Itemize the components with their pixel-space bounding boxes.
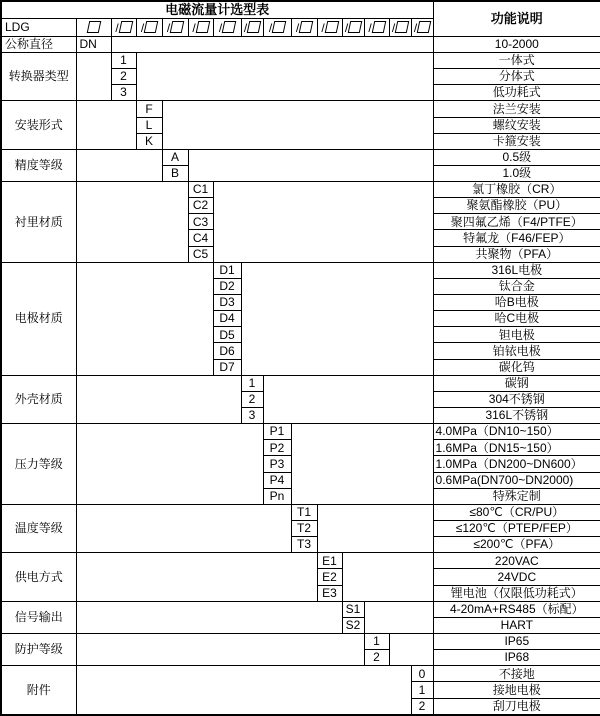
code-cell: 2 [241,391,263,407]
code-cell: P1 [263,424,291,440]
desc-cell: 分体式 [433,69,600,85]
code-cell: 2 [411,698,433,715]
code-cell: C3 [188,214,213,230]
checkbox-glyph [195,21,210,33]
model-slot [291,19,317,36]
code-cell: 0 [411,666,433,682]
code-cell: P4 [263,472,291,488]
right-filler [136,52,433,100]
code-cell: 1 [411,682,433,698]
desc-cell: 哈B电极 [433,295,600,311]
checkbox-glyph [348,21,363,33]
slash-glyph: / [115,20,119,35]
model-slot [213,19,241,36]
code-cell: C4 [188,230,213,246]
slash-glyph: / [268,20,273,35]
desc-cell: IP68 [433,650,600,666]
checkbox-glyph [86,21,101,33]
desc-cell: 碳化钨 [433,359,600,375]
model-slot [364,19,389,36]
model-slot [317,19,342,36]
category-label: 附件 [1,666,76,715]
code-cell: T1 [291,504,317,520]
desc-cell: 0.6MPa(DN700~DN2000) [433,472,600,488]
right-filler [389,634,433,666]
desc-cell: 特氟龙（F46/FEP） [433,230,600,246]
desc-cell: 碳钢 [433,375,600,391]
code-cell: T3 [291,537,317,553]
category-label: 公称直径 [1,36,76,52]
desc-cell: 哈C电极 [433,311,600,327]
code-cell: L [136,117,162,133]
checkbox-glyph [371,21,386,33]
desc-cell: 1.0MPa（DN200~DN600） [433,456,600,472]
category-label: 衬里材质 [1,182,76,263]
right-filler [263,375,433,423]
desc-cell: 低功耗式 [433,85,600,101]
slash-glyph: / [295,20,300,35]
code-cell: D7 [213,359,241,375]
slash-glyph: / [166,20,171,35]
desc-cell: 220VAC [433,553,600,569]
code-cell: D2 [213,278,241,294]
desc-cell: 共聚物（PFA） [433,246,600,262]
right-filler [364,601,433,633]
code-cell: D1 [213,262,241,278]
checkbox-glyph [247,21,262,33]
code-cell: 1 [364,634,389,650]
code-cell: D5 [213,327,241,343]
desc-cell: 10-2000 [433,36,600,52]
code-cell: D6 [213,343,241,359]
category-label: 外壳材质 [1,375,76,423]
right-filler [317,504,433,552]
code-cell: 2 [364,650,389,666]
model-slot [188,19,213,36]
code-cell: P3 [263,456,291,472]
left-filler [76,601,342,633]
code-cell: S1 [342,601,364,617]
category-label: 压力等级 [1,424,76,505]
code-cell: F [136,101,162,117]
slash-glyph: / [321,20,325,35]
code-cell: Pn [263,488,291,504]
model-box-slot [76,19,111,36]
desc-cell: 316L不锈钢 [433,408,600,424]
desc-cell: 螺纹安装 [433,117,600,133]
code-cell: DN [76,36,111,52]
category-label: 温度等级 [1,504,76,552]
left-filler [76,182,188,263]
desc-cell: ≤120℃（PTEP/FEP） [433,521,600,537]
code-cell: 2 [111,69,136,85]
desc-cell: 不接地 [433,666,600,682]
slash-glyph: / [192,20,196,35]
desc-cell: IP65 [433,634,600,650]
category-label: 转换器类型 [1,52,76,100]
right-filler [291,424,433,505]
category-label: 信号输出 [1,601,76,633]
category-label: 精度等级 [1,149,76,181]
desc-cell: 1.6MPa（DN15~150） [433,440,600,456]
desc-cell: 4.0MPa（DN10~150） [433,424,600,440]
category-label: 电极材质 [1,262,76,375]
left-filler [76,504,291,552]
code-cell: B [162,165,188,181]
slash-glyph: / [391,20,396,35]
checkbox-glyph [144,21,159,33]
desc-cell: 聚氨酯橡胶（PU） [433,198,600,214]
checkbox-glyph [272,21,287,33]
right-filler [241,262,433,375]
desc-cell: 钽电极 [433,327,600,343]
desc-cell: 特殊定制 [433,488,600,504]
left-filler [76,666,411,715]
category-label: 安装形式 [1,101,76,149]
code-cell: E1 [317,553,342,569]
desc-cell: ≤80℃（CR/PU） [433,504,600,520]
right-filler [162,101,433,149]
model-slot [411,19,433,36]
desc-cell: 1.0级 [433,165,600,181]
code-cell: C2 [188,198,213,214]
code-cell: T2 [291,521,317,537]
checkbox-glyph [324,21,339,33]
code-cell: E2 [317,569,342,585]
code-cell: 3 [241,408,263,424]
desc-cell: 24VDC [433,569,600,585]
desc-cell: 铂铱电极 [433,343,600,359]
desc-cell: 钛合金 [433,278,600,294]
left-filler [76,262,213,375]
slash-glyph: / [140,20,145,35]
left-filler [76,424,263,505]
checkbox-glyph [395,21,410,33]
code-cell: 1 [111,52,136,68]
desc-cell: 刮刀电极 [433,698,600,715]
desc-cell: 316L电极 [433,262,600,278]
model-slot [263,19,291,36]
left-filler [76,375,241,423]
model-slot [136,19,162,36]
right-filler [188,149,433,181]
code-cell: E3 [317,585,342,601]
code-cell: A [162,149,188,165]
desc-cell: 4-20mA+RS485（标配） [433,601,600,617]
model-slot [241,19,263,36]
model-slot [162,19,188,36]
checkbox-glyph [417,21,432,33]
checkbox-glyph [170,21,185,33]
slash-glyph: / [413,20,418,35]
function-description-header: 功能说明 [433,1,600,36]
slash-glyph: / [218,20,223,35]
desc-cell: ≤200℃（PFA） [433,537,600,553]
right-filler [111,36,433,52]
code-cell: 1 [241,375,263,391]
table-title: 电磁流量计选型表 [1,1,433,19]
model-slot [342,19,364,36]
left-filler [76,101,136,149]
code-cell: D3 [213,295,241,311]
desc-cell: 法兰安装 [433,101,600,117]
desc-cell: 接地电极 [433,682,600,698]
left-filler [76,634,364,666]
code-cell: 3 [111,85,136,101]
desc-cell: 0.5级 [433,149,600,165]
desc-cell: 304不锈钢 [433,391,600,407]
right-filler [213,182,433,263]
category-label: 供电方式 [1,553,76,601]
desc-cell: 锂电池（仅限低功耗式） [433,585,600,601]
code-cell: K [136,133,162,149]
right-filler [342,553,433,601]
slash-glyph: / [344,20,349,35]
model-prefix: LDG [1,19,76,36]
code-cell: S2 [342,617,364,633]
desc-cell: 聚四氟乙烯（F4/PTFE） [433,214,600,230]
code-cell: C5 [188,246,213,262]
left-filler [76,149,162,181]
desc-cell: 氯丁橡胶（CR） [433,182,600,198]
code-cell: P2 [263,440,291,456]
slash-glyph: / [243,20,248,35]
model-slot [389,19,411,36]
slash-glyph: / [368,20,372,35]
category-label: 防护等级 [1,634,76,666]
desc-cell: 卡箍安装 [433,133,600,149]
model-slot [111,19,136,36]
code-cell: D4 [213,311,241,327]
desc-cell: 一体式 [433,52,600,68]
selection-table-body [1,1,600,715]
left-filler [76,52,111,100]
checkbox-glyph [222,21,237,33]
code-cell: C1 [188,182,213,198]
checkbox-glyph [299,21,314,33]
desc-cell: HART [433,617,600,633]
checkbox-glyph [118,21,133,33]
left-filler [76,553,317,601]
